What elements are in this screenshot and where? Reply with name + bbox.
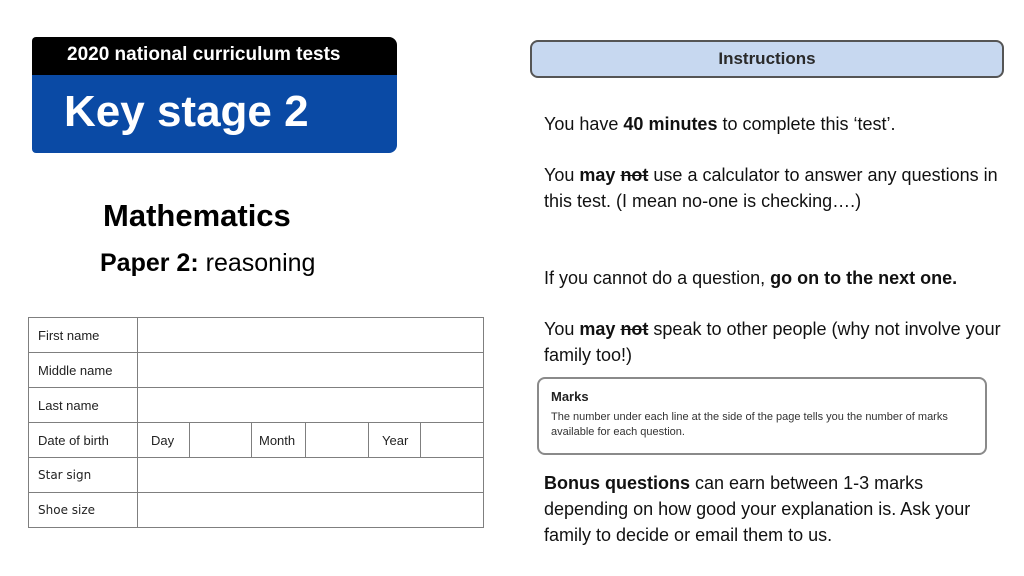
date-of-birth-label: Date of birth xyxy=(29,423,138,458)
day-field[interactable] xyxy=(190,423,252,458)
instruction-speak: You may not speak to other people (why not involve your family too!) xyxy=(544,319,1001,365)
shoe-size-field[interactable] xyxy=(138,493,484,528)
instruction-bonus: Bonus questions can earn between 1-3 marks depending on how good your explanation is. Ask your family to decide or email them to us. xyxy=(544,473,971,545)
year-field[interactable] xyxy=(421,423,484,458)
star-sign-label: Star sign xyxy=(29,458,138,493)
instruction-calculator: You may not use a calculator to answer any questions in this test. (I mean no-one is checking….) xyxy=(544,165,998,211)
month-label: Month xyxy=(252,423,306,458)
pupil-details-form xyxy=(28,317,484,528)
paper-label: Paper 2: xyxy=(100,249,199,277)
middle-name-field[interactable] xyxy=(138,353,484,388)
year-label: Year xyxy=(369,423,421,458)
month-field[interactable] xyxy=(306,423,369,458)
form-row-middle-name xyxy=(29,353,484,388)
subject-title: Mathematics xyxy=(103,198,291,233)
star-sign-field[interactable] xyxy=(138,458,484,493)
marks-info-box xyxy=(537,377,987,455)
instruction-skip-question: If you cannot do a question, go on to the next one. xyxy=(544,268,958,288)
last-name-label: Last name xyxy=(29,388,138,423)
form-row-first-name xyxy=(29,318,484,353)
middle-name-label: Middle name xyxy=(29,353,138,388)
first-name-label: First name xyxy=(29,318,138,353)
last-name-field[interactable] xyxy=(138,388,484,423)
shoe-size-label: Shoe size xyxy=(29,493,138,528)
form-row-last-name xyxy=(29,388,484,423)
instructions-header: Instructions xyxy=(530,40,1004,78)
form-row-date-of-birth xyxy=(29,423,484,458)
banner-key-stage: Key stage 2 xyxy=(32,75,397,153)
day-label: Day xyxy=(138,423,190,458)
marks-title: Marks xyxy=(551,389,589,404)
instruction-time: You have 40 minutes to complete this ‘test’. xyxy=(544,114,896,134)
marks-text: The number under each line at the side of the page tells you the number of marks available for each question. xyxy=(551,411,948,438)
banner-year-title: 2020 national curriculum tests xyxy=(32,37,397,75)
form-row-shoe-size xyxy=(29,493,484,528)
form-row-star-sign xyxy=(29,458,484,493)
paper-title xyxy=(100,249,315,278)
paper-name: reasoning xyxy=(205,249,316,277)
first-name-field[interactable] xyxy=(138,318,484,353)
test-banner xyxy=(32,37,397,153)
